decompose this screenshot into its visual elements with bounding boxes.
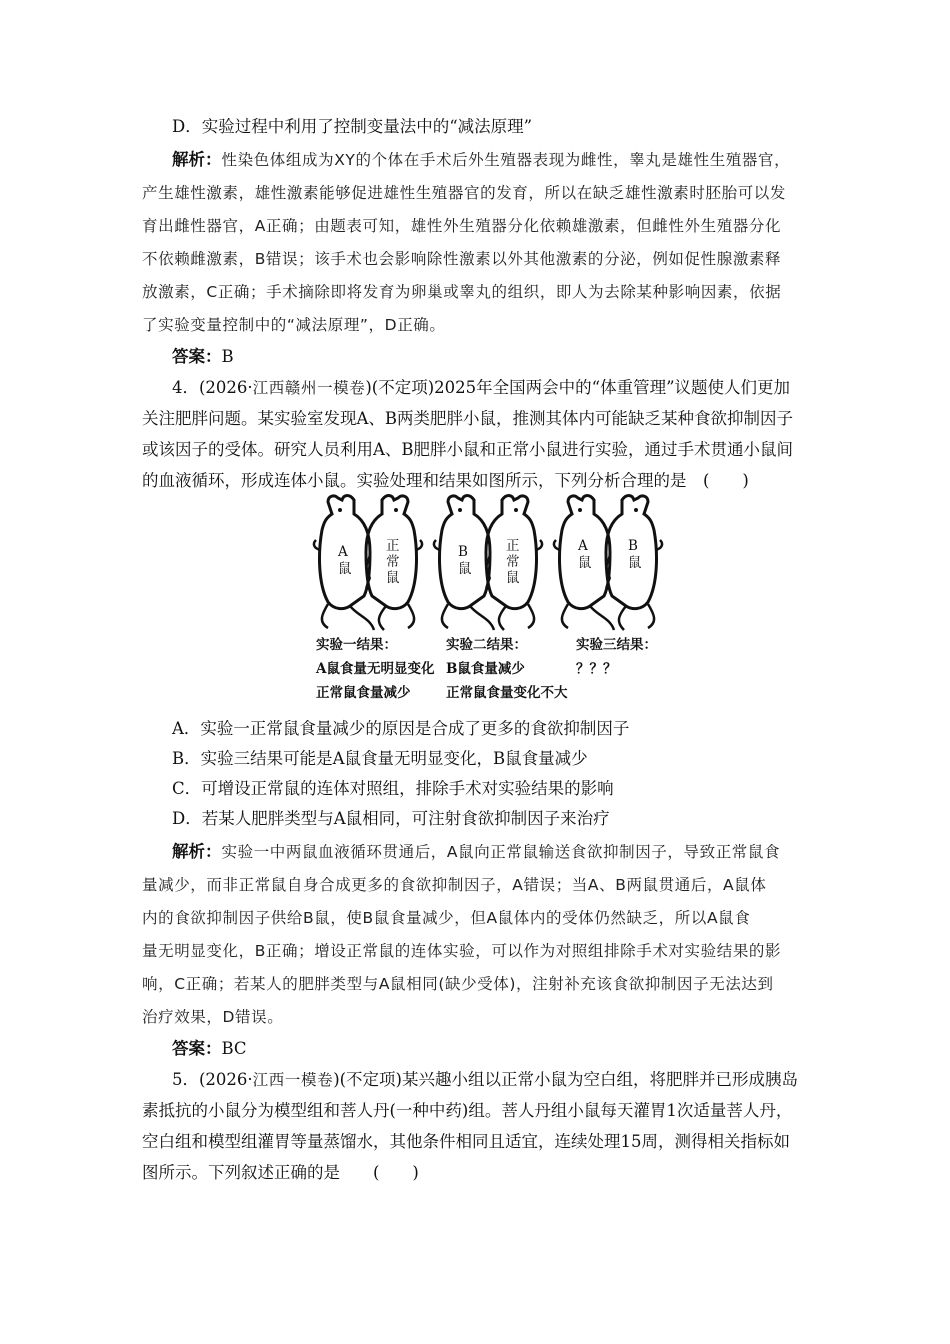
q4-option-d: D．若某人肥胖类型与A鼠相同，可注射食欲抑制因子来治疗: [172, 809, 610, 828]
exp1-right-mouse-label: 正 常 鼠: [386, 538, 400, 586]
q3-answer: [172, 346, 812, 368]
exp1-left-mouse-label: A 鼠: [338, 544, 352, 577]
exp1-result-2: 正常鼠食量减少: [316, 685, 411, 701]
q4-source: 江西赣州一模卷: [252, 379, 366, 397]
q3-analysis-line-2: 产生雄性激素，雄性激素能够促进雄性生殖器官的发育，所以在缺乏雄性激素时胚胎可以发: [142, 184, 787, 202]
q4-stem-line-3: 或该因子的受体。研究人员利用A、B肥胖小鼠和正常小鼠进行实验，通过手术贯通小鼠间: [142, 440, 794, 459]
q4-analysis-line-2: 量减少，而非正常鼠自身合成更多的食欲抑制因子，A错误；当A、B两鼠贯通后，A鼠体: [142, 876, 767, 894]
q3-analysis-line-6: 了实验变量控制中的“减法原理”，D正确。: [142, 316, 446, 334]
q3-analysis-line-4: 不依赖雌激素，B错误；该手术也会影响除性激素以外其他激素的分泌，例如促性腺激素释: [142, 250, 782, 268]
q4-analysis-line-4: 量无明显变化，B正确；增设正常鼠的连体实验，可以作为对照组排除手术对实验结果的影: [142, 942, 782, 960]
parabiosis-figure: [310, 492, 670, 712]
q4-stem-line-2: 关注肥胖问题。某实验室发现A、B两类肥胖小鼠，推测其体内可能缺乏某种食欲抑制因子: [142, 409, 794, 428]
exp1-title: 实验一结果：: [316, 637, 397, 653]
q3-answer-value: B: [221, 347, 234, 366]
q5-stem-text: )(不定项)某兴趣小组以正常小鼠为空白组，将肥胖并已形成胰岛: [333, 1070, 798, 1089]
q3-analysis-line-3: 育出雌性器官，A正确；由题表可知，雄性外生殖器分化依赖雄激素，但雌性外生殖器分化: [142, 217, 782, 235]
q4-analysis-line-1: [172, 841, 812, 863]
experiment-1-mice: [314, 496, 422, 631]
q4-analysis-label: 解析：: [172, 842, 222, 861]
q3-analysis-text: 性染色体组成为XY的个体在手术后外生殖器表现为雌性，睾丸是雄性生殖器官，: [221, 151, 791, 169]
q3-analysis-line-5: 放激素，C正确；手术摘除即将发育为卵巢或睾丸的组织，即人为去除某种影响因素，依据: [142, 283, 782, 301]
q4-answer: [172, 1038, 812, 1060]
q4-analysis-line-6: 治疗效果，D错误。: [142, 1008, 284, 1026]
q4-answer-label: 答案：: [172, 1039, 222, 1058]
q5-source: 江西一模卷: [252, 1071, 334, 1089]
q4-option-c: C．可增设正常鼠的连体对照组，排除手术对实验结果的影响: [172, 779, 614, 798]
q3-analysis-line-1: [172, 149, 812, 171]
q4-option-b: B．实验三结果可能是A鼠食量无明显变化，B鼠食量减少: [172, 749, 588, 768]
experiment-3-mice: [554, 496, 662, 631]
exp2-left-mouse-label: B 鼠: [458, 544, 472, 577]
exp1-result-1: A鼠食量无明显变化: [316, 661, 435, 677]
exp2-result-1: B鼠食量减少: [446, 661, 525, 677]
q5-stem-line-3: 空白组和模型组灌胃等量蒸馏水，其他条件相同且适宜，连续处理15周，测得相关指标如: [142, 1132, 790, 1151]
q4-stem-line-1: [172, 377, 812, 399]
exp3-left-mouse-label: A 鼠: [578, 538, 592, 571]
parabiosis-mice-illustration: [310, 492, 670, 632]
q4-analysis-text: 实验一中两鼠血液循环贯通后，A鼠向正常鼠输送食欲抑制因子，导致正常鼠食: [221, 843, 781, 861]
q5-stem-line-4: 图所示。下列叙述正确的是 ( ): [142, 1163, 419, 1182]
q4-analysis-line-5: 响，C正确；若某人的肥胖类型与A鼠相同(缺少受体)，注射补充该食欲抑制因子无法达到: [142, 975, 774, 993]
q4-number: 4．(2026·: [172, 378, 253, 397]
q4-analysis-line-3: 内的食欲抑制因子供给B鼠，使B鼠食量减少，但A鼠体内的受体仍然缺乏，所以A鼠食: [142, 909, 751, 927]
exp2-right-mouse-label: 正 常 鼠: [506, 538, 520, 586]
q5-number: 5．(2026·: [172, 1070, 253, 1089]
exp2-title: 实验二结果：: [446, 637, 527, 653]
exp3-title: 实验三结果：: [576, 637, 657, 653]
q4-stem-text: )(不定项)2025年全国两会中的“体重管理”议题使人们更加: [365, 378, 791, 397]
q4-option-a: A．实验一正常鼠食量减少的原因是合成了更多的食欲抑制因子: [172, 719, 630, 738]
exp2-result-2: 正常鼠食量变化不大: [446, 685, 568, 701]
q4-stem-line-4: 的血液循环，形成连体小鼠。实验处理和结果如图所示，下列分析合理的是 ( ): [142, 471, 749, 490]
exp3-right-mouse-label: B 鼠: [628, 538, 642, 571]
q3-analysis-label: 解析：: [172, 150, 222, 169]
q5-stem-line-2: 素抵抗的小鼠分为模型组和菩人丹(一种中药)组。菩人丹组小鼠每天灌胃1次适量菩人丹，: [142, 1101, 793, 1120]
exp3-result-1: ？？？: [576, 661, 617, 677]
experiment-2-mice: [434, 496, 542, 631]
q4-answer-value: BC: [221, 1039, 247, 1058]
q5-stem-line-1: [172, 1069, 812, 1091]
q3-option-d: D．实验过程中利用了控制变量法中的“减法原理”: [172, 117, 533, 136]
q3-answer-label: 答案：: [172, 347, 222, 366]
